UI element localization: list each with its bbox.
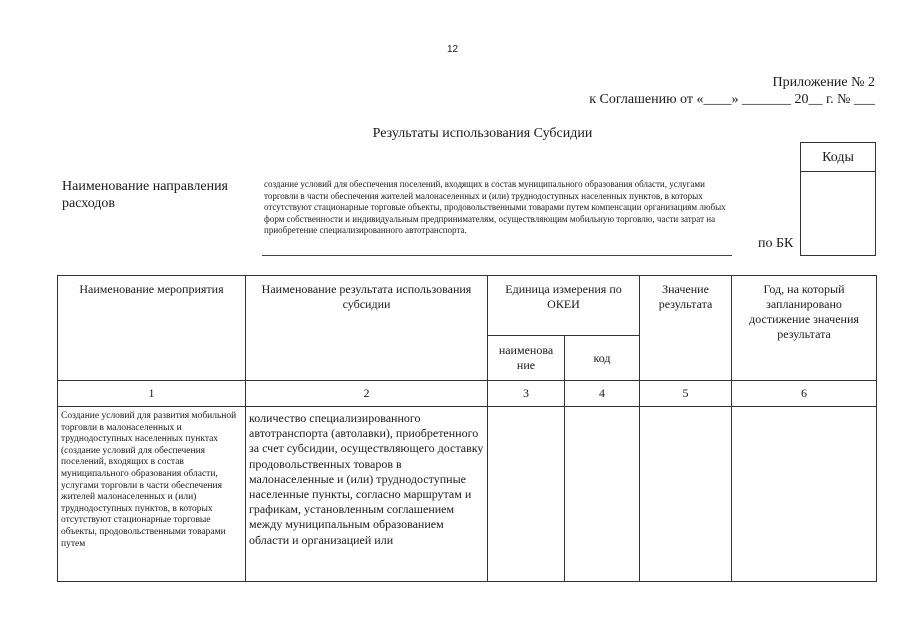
column-number: 5 xyxy=(640,381,732,407)
header-unit-name: наименова ние xyxy=(488,336,565,381)
column-number: 1 xyxy=(58,381,246,407)
page-number: 12 xyxy=(446,44,459,55)
direction-underline xyxy=(262,255,732,256)
header-unit-code: код xyxy=(565,336,640,381)
codes-label: Коды xyxy=(800,142,876,172)
value-cell xyxy=(640,407,732,582)
column-number-row xyxy=(58,381,877,407)
appendix-header xyxy=(589,74,875,108)
header-event: Наименование мероприятия xyxy=(58,276,246,381)
column-number: 4 xyxy=(565,381,640,407)
table-row xyxy=(58,407,877,582)
direction-label: Наименование направления расходов xyxy=(62,179,228,211)
codes-box xyxy=(800,171,876,256)
header-value: Значение результата xyxy=(640,276,732,381)
column-number: 2 xyxy=(246,381,488,407)
header-unit: Единица измерения по ОКЕИ xyxy=(488,276,640,336)
unit-name-cell xyxy=(488,407,565,582)
event-cell: Создание условий для развития мобильной торговли в малонаселенных и труднодоступных населенных пунктах (создание условий для обеспечения поселений, входящих в состав муниципального образования области, услугами торговли в части обеспечения жителей малонаселенных и (или) труднодоступных пунктов, в которых отсутствуют стационарные торговые объекты, продовольственными товарами путем xyxy=(58,407,246,582)
by-bk-label: по БК xyxy=(758,236,794,251)
agreement-reference: к Соглашению от «____» _______ 20__ г. № ___ xyxy=(589,92,875,107)
header-year: Год, на который запланировано достижение значения результата xyxy=(732,276,877,381)
appendix-title: Приложение № 2 xyxy=(772,75,875,90)
direction-text: создание условий для обеспечения поселений, входящих в состав муниципального образования области, услугами торговли в части обеспечения жителей малонаселенных и (или) труднодоступных населенных пунктов, в которых отсутствуют стационарные торговые объекты, продовольственными товарами путем компенсации организациям любых форм собственности и индивидуальным предпринимателям, осуществляющим мобильную торговлю, части затрат на приобретение специализированного автотранспорта. xyxy=(264,179,726,235)
column-number: 6 xyxy=(732,381,877,407)
result-cell: количество специализированного автотранспорта (автолавки), приобретенного за счет субсидии, осуществляющего доставку продовольственных товаров в малонаселенные и (или) труднодоступные населенные пункты, согласно маршрутам и графикам, установленным соглашением между муниципальным образованием области и организацией или xyxy=(246,407,488,582)
year-cell xyxy=(732,407,877,582)
unit-code-cell xyxy=(565,407,640,582)
document-title: Результаты использования Субсидии xyxy=(372,126,593,141)
column-number: 3 xyxy=(488,381,565,407)
header-result: Наименование результата использования субсидии xyxy=(246,276,488,381)
results-table xyxy=(57,275,877,582)
